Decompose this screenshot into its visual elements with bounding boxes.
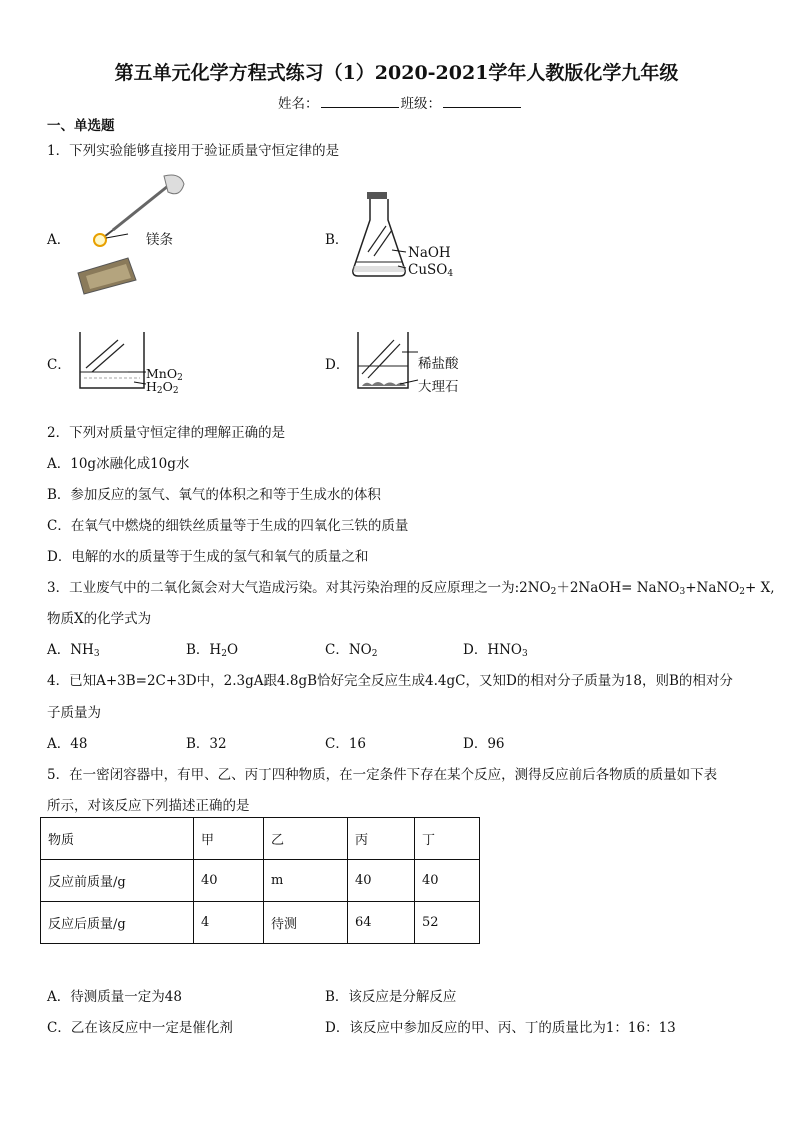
- table-cell: 64: [348, 902, 415, 944]
- name-blank[interactable]: [321, 95, 399, 108]
- q1-label-naoh: NaOH: [408, 245, 451, 261]
- section-heading: 一、单选题: [47, 118, 115, 134]
- table-cell: 40: [348, 860, 415, 902]
- mass-table: [40, 817, 480, 944]
- q1-label-magnesium: 镁条: [146, 232, 173, 248]
- q1-option-c-letter: C．: [47, 357, 71, 373]
- table-cell: 丁: [415, 818, 480, 860]
- student-info: [278, 92, 523, 112]
- q4-option-d[interactable]: D．96: [463, 736, 505, 752]
- table-cell: 反应后质量/g: [41, 902, 194, 944]
- page-title: 第五单元化学方程式练习（1）2020-2021学年人教版化学九年级: [114, 62, 679, 84]
- q2-option-d[interactable]: D．电解的水的质量等于生成的氢气和氧气的质量之和: [47, 549, 369, 565]
- q3-option-a[interactable]: A．$NH_3$: [47, 642, 100, 659]
- question-1-stem: 1．下列实验能够直接用于验证质量守恒定律的是: [47, 143, 340, 159]
- table-cell: m: [264, 860, 348, 902]
- q5-option-c[interactable]: C．乙在该反应中一定是催化剂: [47, 1020, 233, 1036]
- class-label: 班级：: [400, 96, 441, 112]
- question-5-stem-line2: 所示，对该反应下列描述正确的是: [47, 798, 250, 814]
- question-3-stem: 3．工业废气中的二氧化氮会对大气造成污染。对其污染治理的反应原理之一为$:2NO_2+2NaOH=$ NaNO$_3$+NaNO$_2$+ X,: [47, 580, 775, 597]
- q2-option-a[interactable]: A．10g冰融化成10g水: [47, 456, 190, 472]
- table-cell: 52: [415, 902, 480, 944]
- question-5-stem: 5．在一密闭容器中，有甲、乙、丙丁四种物质，在一定条件下存在某个反应，测得反应前后各物质的质量如下表: [47, 767, 718, 783]
- q2-option-c[interactable]: C．在氧气中燃烧的细铁丝质量等于生成的四氧化三铁的质量: [47, 518, 409, 534]
- q5-option-a[interactable]: A．待测质量一定为48: [47, 989, 182, 1005]
- name-label: 姓名：: [278, 96, 319, 112]
- q2-option-b[interactable]: B．参加反应的氢气、氧气的体积之和等于生成水的体积: [47, 487, 381, 503]
- table-cell: 甲: [194, 818, 264, 860]
- q4-option-c[interactable]: C．16: [325, 736, 367, 752]
- class-blank[interactable]: [443, 95, 521, 108]
- q1-label-mno2: MnO$_2$: [146, 366, 183, 383]
- q1-label-dilute-hcl: 稀盐酸: [418, 356, 459, 372]
- q1-label-marble: 大理石: [418, 379, 459, 395]
- table-row: [41, 818, 480, 860]
- q4-option-a[interactable]: A．48: [47, 736, 88, 752]
- table-row: [41, 902, 480, 944]
- q1-option-b-letter: B．: [325, 232, 349, 248]
- q3-option-d[interactable]: D．$HNO_3$: [463, 642, 528, 659]
- table-row: [41, 860, 480, 902]
- beaker-marble-illustration: [356, 330, 418, 392]
- q1-label-h2o2: $H_2O_2$: [146, 379, 179, 396]
- table-cell: 乙: [264, 818, 348, 860]
- question-3-stem-line2: 物质X的化学式为: [47, 611, 152, 627]
- q1-label-cuso4: CuSO$_4$: [408, 262, 454, 279]
- table-cell: 40: [194, 860, 264, 902]
- magnesium-burning-illustration: [68, 168, 198, 298]
- table-cell: 物质: [41, 818, 194, 860]
- q1-option-d-letter: D．: [325, 357, 350, 373]
- question-4-stem: 4．已知A+3B=2C+3D中，2.3gA跟4.8gB恰好完全反应生成4.4gC，又知D的相对分子质量为18，则B的相对分: [47, 673, 733, 689]
- q4-option-b[interactable]: B．32: [186, 736, 227, 752]
- flask-illustration: [350, 192, 410, 278]
- question-2-stem: 2．下列对质量守恒定律的理解正确的是: [47, 425, 286, 441]
- table-cell: 40: [415, 860, 480, 902]
- question-4-stem-line2: 子质量为: [47, 705, 101, 721]
- table-cell: 4: [194, 902, 264, 944]
- q3-option-b[interactable]: B．$H_2O$: [186, 642, 239, 659]
- q5-option-b[interactable]: B．该反应是分解反应: [325, 989, 457, 1005]
- q1-option-a-letter: A．: [47, 232, 71, 248]
- table-cell: 丙: [348, 818, 415, 860]
- table-cell: 待测: [264, 902, 348, 944]
- beaker-mno2-illustration: [76, 330, 148, 392]
- table-cell: 反应前质量/g: [41, 860, 194, 902]
- q5-option-d[interactable]: D．该反应中参加反应的甲、丙、丁的质量比为1：16：13: [325, 1020, 676, 1036]
- q3-option-c[interactable]: C．$NO_2$: [325, 642, 378, 659]
